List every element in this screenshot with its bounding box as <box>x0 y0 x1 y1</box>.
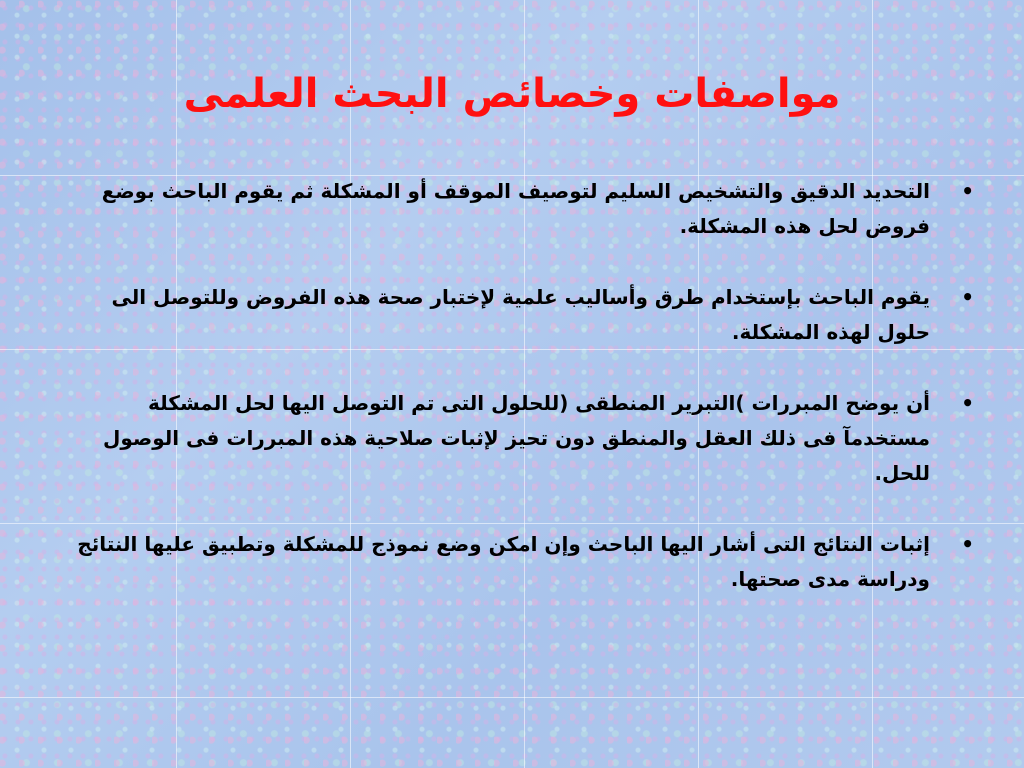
bullet-item <box>70 280 974 350</box>
bullet-item <box>70 174 974 244</box>
background-grid-line <box>0 697 1024 698</box>
bullet-icon: • <box>961 285 974 309</box>
bullet-list <box>70 174 974 633</box>
bullet-icon: • <box>961 391 974 415</box>
bullet-text: إثبات النتائج التى أشار اليها الباحث وإن امكن وضع نموذج للمشكلة وتطبيق عليها النتائج ودراسة مدى صحتها. <box>77 532 930 591</box>
bullet-text: التحديد الدقيق والتشخيص السليم لتوصيف الموقف أو المشكلة ثم يقوم الباحث بوضع فروض لحل هذه المشكلة. <box>101 179 930 238</box>
bullet-text: أن يوضح المبررات )التبرير المنطقى (للحلول التى تم التوصل اليها لحل المشكلة مستخدمآ فى ذلك العقل والمنطق دون تحيز لإثبات صلاحية هذه المبررات فى الوصول للحل. <box>102 391 930 485</box>
bullet-item <box>70 386 974 491</box>
slide-title: مواصفات وخصائص البحث العلمى <box>183 71 841 117</box>
bullet-icon: • <box>961 179 974 203</box>
bullet-item <box>70 527 974 597</box>
bullet-text: يقوم الباحث بإستخدام طرق وأساليب علمية لإختبار صحة هذه الفروض وللتوصل الى حلول لهذه المشكلة. <box>111 285 930 344</box>
bullet-icon: • <box>961 532 974 556</box>
